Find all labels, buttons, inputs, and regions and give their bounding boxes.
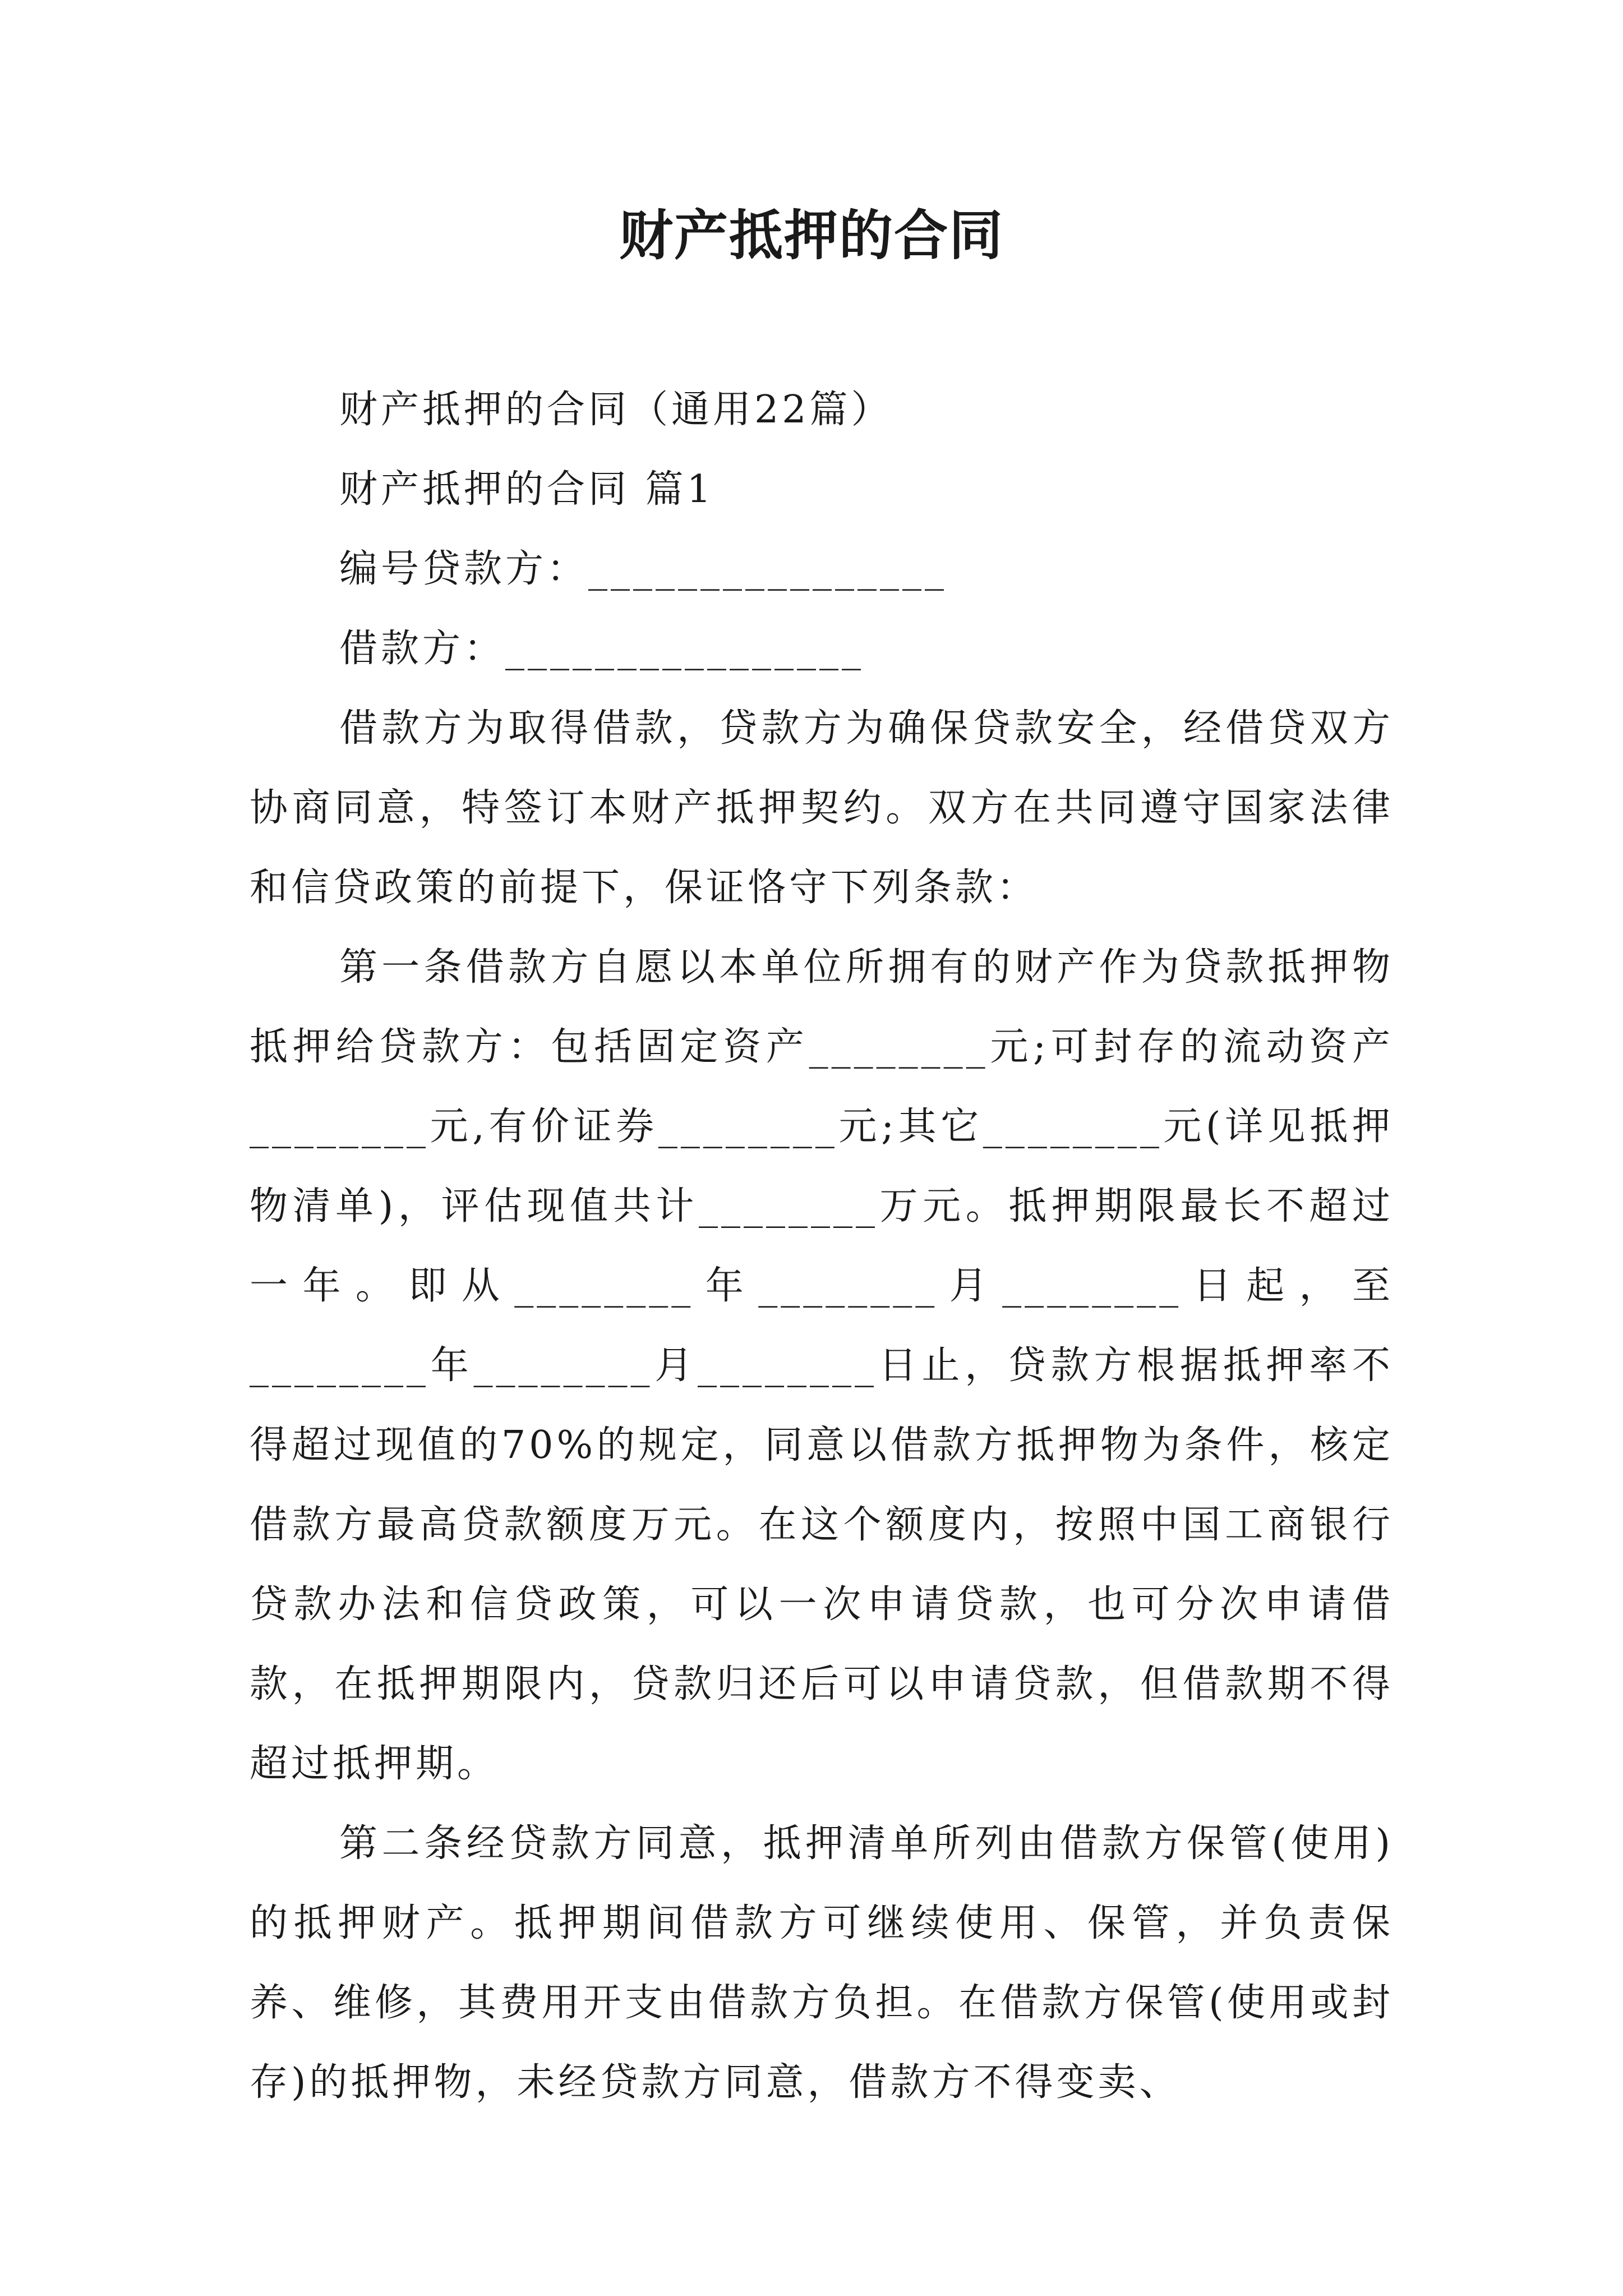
document-title: 财产抵押的合同 <box>619 204 1004 267</box>
section-heading: 财产抵押的合同 篇1 <box>339 467 714 512</box>
subtitle-line: 财产抵押的合同（通用22篇） <box>339 388 893 432</box>
preamble-paragraph: 借款方为取得借款，贷款方为确保贷款安全，经借贷双方协商同意，特签订本财产抵押契约。双方在共同遵守国家法律和信贷政策的前提下，保证恪守下列条款： <box>250 706 1394 910</box>
article-2-paragraph: 第二条经贷款方同意，抵押清单所列由借款方保管(使用)的抵押财产。抵押期间借款方可继续使用、保管，并负责保养、维修，其费用开支由借款方负担。在借款方保管(使用或封存)的抵押物，未经贷款方同意，借款方不得变卖、 <box>250 1821 1394 2105</box>
document-body <box>250 370 1394 2123</box>
borrower-line: 借款方：________________ <box>339 627 865 671</box>
article-1-paragraph: 第一条借款方自愿以本单位所拥有的财产作为贷款抵押物抵押给贷款方：包括固定资产________元;可封存的流动资产________元,有价证券________元;其它________元(详见抵押物清单)，评估现值共计________万元。抵押期限最长不超过一年。即从________年________月________日起，至________年________月________日止，贷款方根据抵押率不得超过现值的70%的规定，同意以借款方抵押物为条件，核定借款方最高贷款额度万元。在这个额度内，按照中国工商银行贷款办法和信贷政策，可以一次申请贷款，也可分次申请借款，在抵押期限内，贷款归还后可以申请贷款，但借款期不得超过抵押期。 <box>250 945 1394 1786</box>
lender-number-line: 编号贷款方：________________ <box>339 547 948 591</box>
